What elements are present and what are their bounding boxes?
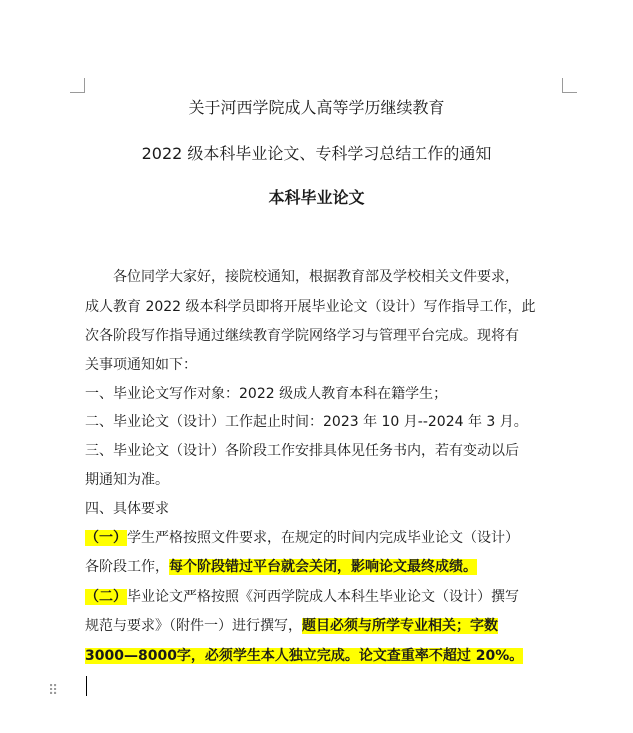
requirement-1-line-a [85,527,519,547]
text-cursor [86,676,87,696]
requirement-1-line-b [85,556,477,576]
margin-corner-top-left [70,78,85,93]
requirement-2-line-b [85,615,498,635]
requirement-2-text-plain: 规范与要求》（附件一）进行撰写， [85,618,302,634]
drag-handle-icon[interactable]: ⠿ [48,683,58,699]
item-3-line-b: 期通知为准。 [85,472,169,488]
paragraph-line: 关事项通知如下： [85,357,197,373]
requirement-2-line-a [85,586,519,606]
title-line-2: 2022 级本科毕业论文、专科学习总结工作的通知 [141,144,492,163]
paragraph-line: 次各阶段写作指导通过继续教育学院网络学习与管理平台完成。现将有 [85,328,519,344]
requirement-1-label: （一） [85,530,127,546]
margin-corner-top-right [562,78,577,93]
requirement-2-label: （二） [85,589,127,605]
item-3-line-a: 三、毕业论文（设计）各阶段工作安排具体见任务书内，若有变动以后 [85,443,519,459]
requirement-2-line-c [85,645,523,665]
paragraph-line: 成人教育 2022 级本科学员即将开展毕业论文（设计）写作指导工作，此 [85,299,536,315]
paragraph-line: 各位同学大家好，接院校通知，根据教育部及学校相关文件要求， [113,269,519,285]
requirement-1-highlight: 每个阶段错过平台就会关闭，影响论文最终成绩。 [169,559,477,575]
title-line-1: 关于河西学院成人高等学历继续教育 [188,98,445,117]
requirement-2-highlight: 题目必须与所学专业相关；字数 [302,618,498,634]
subtitle: 本科毕业论文 [268,188,365,207]
item-2: 二、毕业论文（设计）工作起止时间：2023 年 10 月--2024 年 3 月。 [85,414,528,430]
requirement-1-text-plain: 各阶段工作， [85,559,169,575]
requirement-1-text: 学生严格按照文件要求，在规定的时间内完成毕业论文（设计） [127,530,519,546]
item-1: 一、毕业论文写作对象：2022 级成人教育本科在籍学生； [85,386,448,402]
item-4: 四、具体要求 [85,501,169,517]
requirement-2-text: 毕业论文严格按照《河西学院成人本科生毕业论文（设计）撰写 [127,589,519,605]
requirement-2-highlight-continued: 3000—8000字，必须学生本人独立完成。论文查重率不超过 20%。 [85,648,524,664]
